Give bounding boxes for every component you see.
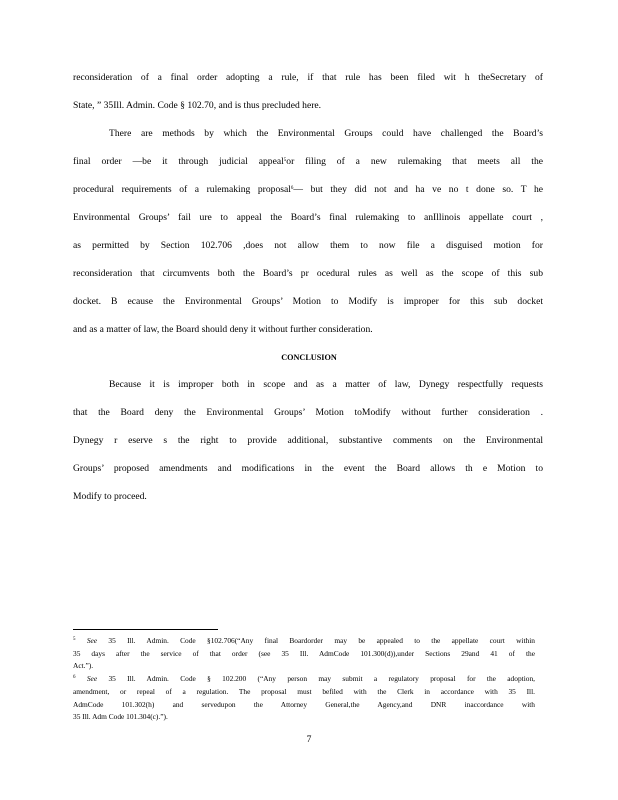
footnote-6-line: AdmCode 101.302(h) and servedupon the Attorney General,the Agency,and DNR inaccordance with bbox=[73, 700, 535, 709]
body-line: and as a matter of law, the Board should deny it without further consideration. bbox=[73, 324, 373, 335]
body-text: final order —be it through judicial appeal bbox=[73, 156, 284, 167]
body-line: as permitted by Section 102.706 ,does not allow them to now file a disguised motion for bbox=[73, 240, 543, 251]
footnote-5-line: Act.”). bbox=[73, 661, 94, 670]
page-number: 7 bbox=[306, 734, 312, 745]
footnote-text: 35 Ill. Admin. Code § 102.200 (“Any person may submit a regulatory proposal for the adoption, bbox=[108, 674, 535, 683]
body-line: State, ” 35Ill. Admin. Code § 102.70, and is thus precluded here. bbox=[73, 100, 322, 111]
footnote-5-line: 35 days after the service of that order (see 35 Ill. AdmCode 101.300(d)),under Sections 29and 41 of the bbox=[73, 649, 535, 658]
footnote-6-line bbox=[73, 674, 535, 683]
body-text: or filing of a new rulemaking that meets all the bbox=[286, 156, 543, 167]
footnote-number: 6 bbox=[73, 675, 76, 680]
footnote-separator bbox=[73, 629, 218, 630]
body-line: that the Board deny the Environmental Groups’ Motion toModify without further consideration . bbox=[73, 407, 543, 418]
footnote-6-line: 35 Ill. Adm Code 101.304(c).”). bbox=[73, 712, 168, 721]
body-line: Environmental Groups’ fail ure to appeal the Board’s final rulemaking to anIllinois appellate court , bbox=[73, 212, 543, 223]
body-line bbox=[73, 184, 543, 196]
body-line: docket. B ecause the Environmental Groups’ Motion to Modify is improper for this sub docket bbox=[73, 296, 543, 307]
body-line: Because it is improper both in scope and as a matter of law, Dynegy respectfully requests bbox=[109, 379, 543, 390]
footnote-5-line bbox=[73, 636, 535, 645]
footnote-6-line: amendment, or repeal of a regulation. The proposal must befiled with the Clerk in accordance with 35 Ill. bbox=[73, 687, 535, 696]
footnote-signal: See bbox=[86, 674, 98, 683]
body-text: — but they did not and ha ve no t done so. T he bbox=[293, 184, 543, 195]
footnote-number: 5 bbox=[73, 637, 76, 642]
footnote-text: 35 Ill. Admin. Code §102.706(“Any final Boardorder may be appealed to the appellate court within bbox=[108, 636, 535, 645]
footnote-ref-5: 5 bbox=[283, 158, 287, 163]
body-line: reconsideration of a final order adopting a rule, if that rule has been filed wit h theSecretary of bbox=[73, 72, 543, 83]
body-text: procedural requirements of a rulemaking proposal bbox=[73, 184, 291, 195]
body-line bbox=[73, 156, 543, 168]
body-line: There are methods by which the Environmental Groups could have challenged the Board’s bbox=[109, 128, 543, 139]
footnote-ref-6: 6 bbox=[290, 186, 294, 191]
footnote-signal: See bbox=[86, 636, 98, 645]
body-line: reconsideration that circumvents both the Board’s pr ocedural rules as well as the scope of this sub bbox=[73, 268, 543, 279]
body-line: Modify to proceed. bbox=[73, 491, 147, 502]
section-heading: CONCLUSION bbox=[281, 353, 337, 362]
body-line: Groups’ proposed amendments and modifications in the event the Board allows th e Motion to bbox=[73, 463, 543, 474]
body-line: Dynegy r eserve s the right to provide additional, substantive comments on the Environmental bbox=[73, 435, 543, 446]
